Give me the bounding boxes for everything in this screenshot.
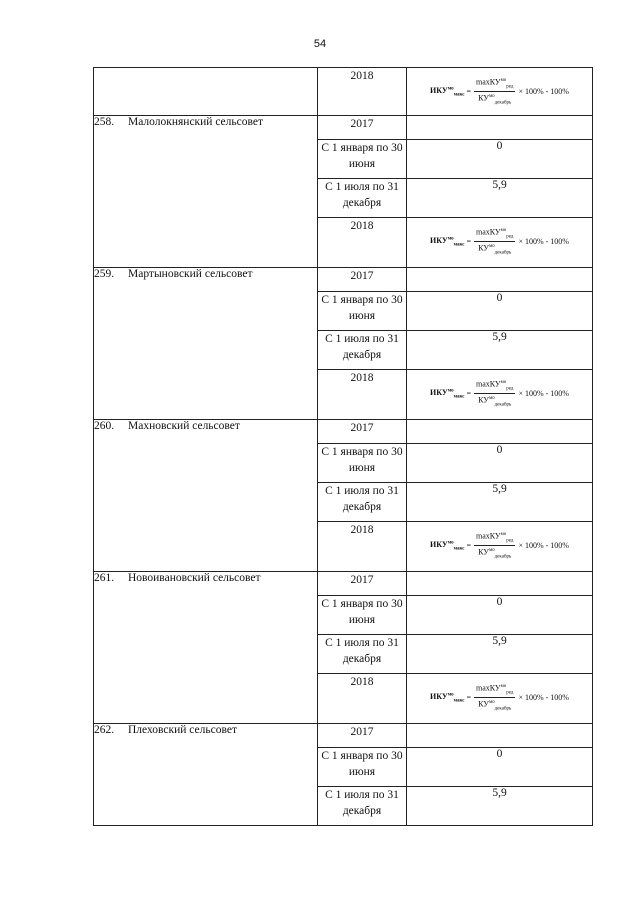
settlement-name-cell [94,572,318,724]
period-cell: 2017 [318,116,407,140]
formula-cell [407,370,593,420]
settlement-name-cell [94,420,318,572]
tariff-table [93,67,593,826]
value-cell: 0 [407,596,593,635]
formula-cell [407,218,593,268]
table-row [94,724,593,748]
empty-cell [407,572,593,596]
period-cell: С 1 июля по 31 декабря [318,787,407,826]
table-row [94,68,593,116]
formula: $ИКУ^{мо}_{макс}$ = $\frac{\max КУ^{мо}_{ред}}{КУ^{мо}_{декабрь}}$ × 100% - 100% [430,227,569,256]
formula-cell [407,522,593,572]
period-cell: С 1 июля по 31 декабря [318,179,407,218]
period-cell: 2018 [318,370,407,420]
value-cell: 5,9 [407,483,593,522]
value-cell: 5,9 [407,179,593,218]
value-cell: 0 [407,748,593,787]
empty-cell [94,68,318,116]
period-cell: С 1 января по 30 июня [318,292,407,331]
row-number: 261. [94,572,115,584]
settlement-name-cell [94,268,318,420]
empty-cell [407,724,593,748]
value-cell: 5,9 [407,787,593,826]
period-cell: 2018 [318,522,407,572]
period-cell: С 1 июля по 31 декабря [318,331,407,370]
table-body [94,68,593,826]
settlement-name-cell [94,116,318,268]
period-cell: 2018 [318,218,407,268]
settlement-name: Плеховский сельсовет [128,724,237,736]
period-cell: 2017 [318,572,407,596]
empty-cell [407,268,593,292]
period-cell: 2017 [318,724,407,748]
table-row [94,420,593,444]
row-number: 262. [94,724,115,736]
period-cell: С 1 января по 30 июня [318,748,407,787]
formula-cell [407,674,593,724]
period-cell: 2018 [318,674,407,724]
empty-cell [407,116,593,140]
period-cell: С 1 июля по 31 декабря [318,635,407,674]
formula: $ИКУ^{мо}_{макс}$ = $\frac{\max КУ^{мо}_{ред}}{КУ^{мо}_{декабрь}}$ × 100% - 100% [430,683,569,712]
value-cell: 0 [407,140,593,179]
formula: $ИКУ^{мо}_{макс}$ = $\frac{\max КУ^{мо}_{ред}}{КУ^{мо}_{декабрь}}$ × 100% - 100% [430,379,569,408]
row-number: 259. [94,268,115,280]
period-cell: 2018 [318,68,407,116]
empty-cell [407,420,593,444]
row-number: 260. [94,420,115,432]
settlement-name: Махновский сельсовет [128,420,240,432]
settlement-name: Новоивановский сельсовет [128,572,261,584]
period-cell: 2017 [318,268,407,292]
table-row [94,572,593,596]
period-cell: С 1 января по 30 июня [318,444,407,483]
value-cell: 5,9 [407,635,593,674]
period-cell: С 1 января по 30 июня [318,596,407,635]
row-number: 258. [94,116,115,128]
page-number: 54 [313,38,327,50]
settlement-name: Малолокнянский сельсовет [128,116,263,128]
period-cell: С 1 июля по 31 декабря [318,483,407,522]
formula-cell [407,68,593,116]
period-cell: 2017 [318,420,407,444]
settlement-name-cell [94,724,318,826]
value-cell: 5,9 [407,331,593,370]
value-cell: 0 [407,292,593,331]
table-row [94,268,593,292]
table-row [94,116,593,140]
value-cell: 0 [407,444,593,483]
formula: $ИКУ^{мо}_{макс}$ = $\frac{\max КУ^{мо}_{ред}}{КУ^{мо}_{декабрь}}$ × 100% - 100% [430,77,569,106]
settlement-name: Мартыновский сельсовет [128,268,253,280]
period-cell: С 1 января по 30 июня [318,140,407,179]
formula: $ИКУ^{мо}_{макс}$ = $\frac{\max КУ^{мо}_{ред}}{КУ^{мо}_{декабрь}}$ × 100% - 100% [430,531,569,560]
